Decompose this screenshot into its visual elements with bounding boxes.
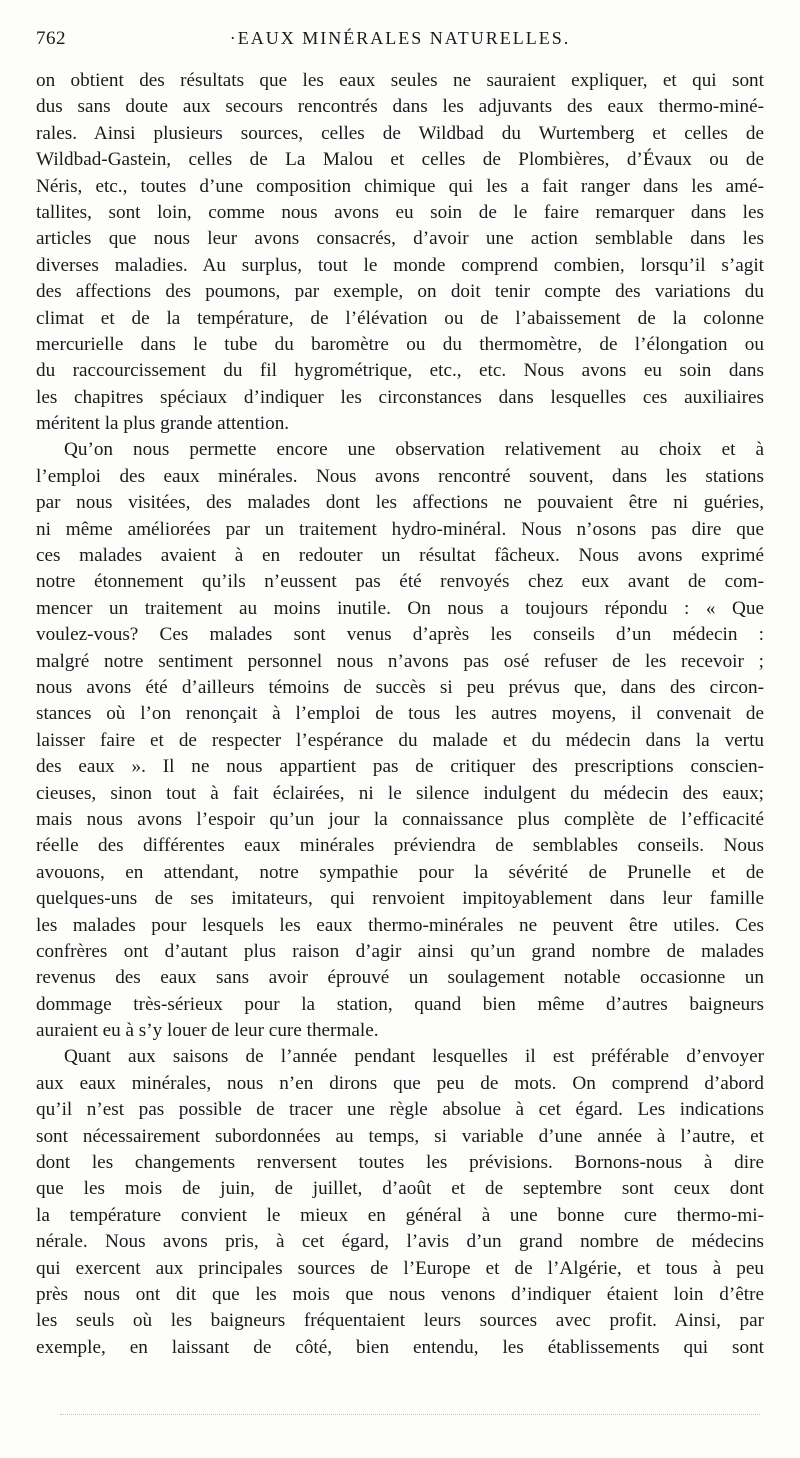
text-line: du raccourcissement du fil hygrométrique, etc., etc. Nous avons eu soin dans (36, 360, 764, 382)
paragraph-1 (36, 68, 764, 437)
text-line: les chapitres spéciaux d’indiquer les circonstances dans lesquelles ces auxiliaires (36, 386, 764, 408)
text-line: Wildbad-Gastein, celles de La Malou et celles de Plombières, d’Évaux ou de (36, 149, 764, 171)
page-header (36, 28, 764, 56)
text-line: avouons, en attendant, notre sympathie pour la sévérité de Prunelle et de (36, 861, 764, 883)
text-line: par nous visitées, des malades dont les affections ne pouvaient être ni guéries, (36, 492, 764, 514)
text-line: Quant aux saisons de l’année pendant lesquelles il est préférable d’envoyer (64, 1046, 764, 1068)
text-line: auraient eu à s’y louer de leur cure thermale. (36, 1020, 379, 1042)
body-text (36, 68, 764, 1361)
text-line: notre étonnement qu’ils n’eussent pas été renvoyés chez eux avant de com- (36, 571, 764, 593)
text-line: nérale. Nous avons pris, à cet égard, l’avis d’un grand nombre de médecins (36, 1231, 764, 1253)
text-line: les seuls où les baigneurs fréquentaient leurs sources avec profit. Ainsi, par (36, 1310, 764, 1332)
text-line: revenus des eaux sans avoir éprouvé un soulagement notable occasionne un (36, 967, 764, 989)
text-line: exemple, en laissant de côté, bien entendu, les établissements qui sont (36, 1336, 764, 1358)
text-line: laisser faire et de respecter l’espérance du malade et du médecin dans la vertu (36, 729, 764, 751)
text-line: on obtient des résultats que les eaux seules ne sauraient expliquer, et qui sont (36, 70, 764, 91)
text-line: dus sans doute aux secours rencontrés dans les adjuvants des eaux thermo-miné- (36, 96, 764, 118)
text-line: l’emploi des eaux minérales. Nous avons rencontré souvent, dans les stations (36, 465, 764, 487)
text-line: quelques-uns de ses imitateurs, qui renvoient impitoyablement dans leur famille (36, 888, 764, 910)
text-line: ni même améliorées par un traitement hydro-minéral. Nous n’osons pas dire que (36, 518, 764, 540)
text-line: Qu’on nous permette encore une observation relativement au choix et à (64, 439, 764, 461)
paragraph-3 (36, 1044, 764, 1361)
text-line: méritent la plus grande attention. (36, 413, 290, 435)
text-line: diverses maladies. Au surplus, tout le monde comprend combien, lorsqu’il s’agit (36, 254, 764, 276)
text-line: aux eaux minérales, nous n’en dirons que peu de mots. On comprend d’abord (36, 1072, 764, 1094)
text-line: tallites, sont loin, comme nous avons eu soin de le faire remarquer dans les (36, 201, 764, 223)
text-line: malgré notre sentiment personnel nous n’avons pas osé refuser de les recevoir ; (36, 650, 764, 672)
text-line: articles que nous leur avons consacrés, d’avoir une action semblable dans les (36, 228, 764, 250)
text-line: Néris, etc., toutes d’une composition chimique qui les a fait ranger dans les amé- (36, 175, 764, 197)
text-line: dommage très-sérieux pour la station, quand bien même d’autres baigneurs (36, 993, 764, 1015)
text-line: qu’il n’est pas possible de tracer une règle absolue à cet égard. Les indications (36, 1099, 764, 1121)
bottom-margin-specks (60, 1414, 760, 1417)
text-line: voulez-vous? Ces malades sont venus d’après les conseils d’un médecin : (36, 624, 764, 646)
text-line: près nous ont dit que les mois que nous venons d’indiquer étaient loin d’être (36, 1283, 764, 1305)
text-line: confrères ont d’autant plus raison d’agir ainsi qu’un grand nombre de malades (36, 940, 764, 962)
text-line: des affections des poumons, par exemple, on doit tenir compte des variations du (36, 281, 764, 303)
text-line: climat et de la température, de l’élévation ou de l’abaissement de la colonne (36, 307, 764, 329)
text-line: stances où l’on renonçait à l’emploi de tous les autres moyens, il convenait de (36, 703, 764, 725)
text-line: mencer un traitement au moins inutile. On nous a toujours répondu : « Que (36, 597, 764, 619)
paragraph-2 (36, 437, 764, 1044)
text-line: la température convient le mieux en général à une bonne cure thermo-mi- (36, 1204, 764, 1226)
text-line: rales. Ainsi plusieurs sources, celles de Wildbad du Wurtemberg et celles de (36, 122, 764, 144)
running-title: ·EAUX MINÉRALES NATURELLES. (229, 28, 571, 48)
text-line: mercurielle dans le tube du baromètre ou du thermomètre, de l’élongation ou (36, 333, 764, 355)
text-line: réelle des différentes eaux minérales préviendra de semblables conseils. Nous (36, 835, 764, 857)
text-line: les malades pour lesquels les eaux thermo-minérales ne peuvent être utiles. Ces (36, 914, 764, 936)
text-line: sont nécessairement subordonnées au temps, si variable d’une année à l’autre, et (36, 1125, 764, 1147)
text-line: mais nous avons l’espoir qu’un jour la connaissance plus complète de l’efficacité (36, 808, 764, 830)
text-line: nous avons été d’ailleurs témoins de succès si peu prévus que, dans des circon- (36, 676, 764, 698)
text-line: ces malades avaient à en redouter un résultat fâcheux. Nous avons exprimé (36, 545, 764, 567)
text-line: des eaux ». Il ne nous appartient pas de critiquer des prescriptions conscien- (36, 756, 764, 778)
text-line: que les mois de juin, de juillet, d’août et de septembre sont ceux dont (36, 1178, 764, 1200)
text-line: cieuses, sinon tout à fait éclairées, ni le silence indulgent du médecin des eaux; (36, 782, 764, 804)
page-number: 762 (36, 28, 66, 49)
text-line: qui exercent aux principales sources de l’Europe et de l’Algérie, et tous à peu (36, 1257, 764, 1279)
text-line: dont les changements renversent toutes les prévisions. Bornons-nous à dire (36, 1152, 764, 1174)
